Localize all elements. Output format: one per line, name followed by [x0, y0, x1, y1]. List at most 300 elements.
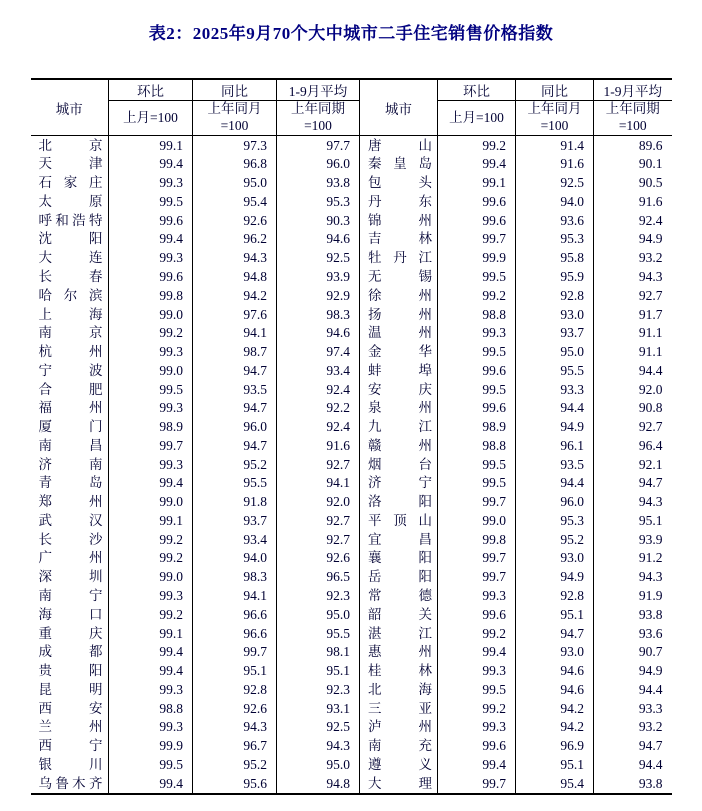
- avg-value-cell: 90.8: [638, 400, 663, 416]
- city-cell: [31, 230, 109, 249]
- header-mom-base-right: 上月=100: [438, 101, 516, 136]
- yoy-value-cell: 96.9: [516, 737, 594, 756]
- mom-value-cell: 99.1: [109, 624, 193, 643]
- yoy-value-cell: 94.2: [516, 718, 594, 737]
- city-name: 天津: [38, 156, 103, 172]
- table-row: [31, 417, 672, 436]
- table-row: [31, 661, 672, 680]
- yoy-value-cell: 93.6: [516, 211, 594, 230]
- avg-value-cell: 91.6: [638, 193, 663, 209]
- avg-value-cell: 92.1: [638, 456, 663, 472]
- table-row: [31, 699, 672, 718]
- avg-value-cell: 93.2: [638, 719, 663, 735]
- avg-value-cell: 92.0: [638, 381, 663, 397]
- table-row: [31, 530, 672, 549]
- yoy-value-cell: 93.0: [516, 643, 594, 662]
- mom-value-cell: 99.3: [109, 680, 193, 699]
- mom-value-cell: 99.6: [438, 192, 516, 211]
- avg-value-cell: 94.3: [638, 494, 663, 510]
- city-cell: [31, 643, 109, 662]
- header-mom-right: 环比: [438, 79, 516, 101]
- yoy-value-cell: 95.9: [516, 267, 594, 286]
- city-name: 济南: [38, 456, 103, 472]
- avg-value-cell: 94.3: [638, 268, 663, 284]
- header-city-left: 城市: [31, 79, 109, 136]
- mom-value-cell: 99.8: [438, 530, 516, 549]
- mom-value-cell: 99.1: [438, 174, 516, 193]
- city-cell: [31, 474, 109, 493]
- city-name: 丹东: [368, 193, 432, 209]
- avg-value-cell: 92.4: [277, 380, 360, 399]
- city-cell: [31, 436, 109, 455]
- yoy-value-cell: 93.7: [516, 324, 594, 343]
- city-cell: [360, 474, 438, 493]
- header-city-right: 城市: [360, 79, 438, 136]
- avg-value-cell: 94.8: [277, 774, 360, 794]
- mom-value-cell: 99.2: [438, 286, 516, 305]
- city-cell: [31, 455, 109, 474]
- city-cell: [31, 661, 109, 680]
- mom-value-cell: 99.2: [109, 324, 193, 343]
- header-mom-base-left: 上月=100: [109, 101, 193, 136]
- avg-value-cell: 89.6: [638, 137, 663, 153]
- yoy-value-cell: 92.6: [193, 211, 277, 230]
- table-row: [31, 624, 672, 643]
- city-name: 桂林: [368, 663, 432, 679]
- city-cell: [360, 174, 438, 193]
- city-name: 常德: [368, 588, 432, 603]
- table-row: [31, 680, 672, 699]
- table-row: [31, 605, 672, 624]
- yoy-value-cell: 93.5: [193, 380, 277, 399]
- base-line2: =100: [304, 118, 332, 133]
- city-name: 乌鲁木齐: [38, 775, 103, 791]
- city-name: 烟台: [368, 456, 432, 472]
- city-cell: [31, 417, 109, 436]
- city-name: 哈尔滨: [38, 287, 103, 303]
- mom-value-cell: 99.3: [109, 586, 193, 605]
- city-cell: [360, 436, 438, 455]
- yoy-value-cell: 93.7: [193, 511, 277, 530]
- base-line2: =100: [540, 118, 569, 133]
- city-name: 泸州: [368, 719, 432, 735]
- mom-value-cell: 98.8: [438, 305, 516, 324]
- mom-value-cell: 99.1: [109, 511, 193, 530]
- table-row: [31, 211, 672, 230]
- table-row: [31, 192, 672, 211]
- yoy-value-cell: 92.6: [193, 699, 277, 718]
- city-name: 韶关: [368, 606, 432, 622]
- avg-value-cell: 93.8: [638, 775, 663, 791]
- avg-value-cell: 93.9: [277, 267, 360, 286]
- table-row: [31, 474, 672, 493]
- city-cell: [360, 643, 438, 662]
- city-cell: [360, 661, 438, 680]
- city-cell: [31, 155, 109, 174]
- header-yoy-base-left: [193, 101, 277, 136]
- mom-value-cell: 99.2: [438, 624, 516, 643]
- yoy-value-cell: 94.2: [193, 286, 277, 305]
- city-cell: [31, 399, 109, 418]
- yoy-value-cell: 98.7: [193, 342, 277, 361]
- city-cell: [31, 211, 109, 230]
- avg-value-cell: 98.3: [277, 305, 360, 324]
- city-name: 杭州: [38, 344, 103, 360]
- mom-value-cell: 99.4: [438, 155, 516, 174]
- mom-value-cell: 99.6: [438, 211, 516, 230]
- mom-value-cell: 99.8: [109, 286, 193, 305]
- city-name: 襄阳: [368, 550, 432, 566]
- table-row: [31, 249, 672, 268]
- city-name: 洛阳: [368, 494, 432, 510]
- mom-value-cell: 99.5: [438, 680, 516, 699]
- city-name: 呼和浩特: [38, 212, 103, 228]
- yoy-value-cell: 92.8: [516, 586, 594, 605]
- yoy-value-cell: 96.6: [193, 624, 277, 643]
- mom-value-cell: 99.4: [109, 774, 193, 794]
- yoy-value-cell: 98.3: [193, 568, 277, 587]
- mom-value-cell: 99.4: [438, 755, 516, 774]
- city-cell: [360, 286, 438, 305]
- avg-value-cell: 96.0: [277, 155, 360, 174]
- city-name: 牡丹江: [368, 250, 432, 266]
- city-name: 九江: [368, 419, 432, 435]
- avg-value-cell: 93.8: [277, 174, 360, 193]
- city-cell: [31, 493, 109, 512]
- city-name: 济宁: [368, 475, 432, 491]
- city-cell: [31, 511, 109, 530]
- table-row: [31, 436, 672, 455]
- city-name: 无锡: [368, 268, 432, 284]
- mom-value-cell: 99.6: [438, 605, 516, 624]
- city-name: 厦门: [38, 419, 103, 435]
- mom-value-cell: 99.5: [109, 380, 193, 399]
- avg-value-cell: 92.5: [277, 249, 360, 268]
- city-name: 青岛: [38, 475, 103, 491]
- city-name: 宜昌: [368, 531, 432, 547]
- avg-value-cell: 94.7: [638, 475, 663, 491]
- yoy-value-cell: 97.6: [193, 305, 277, 324]
- avg-value-cell: 91.2: [638, 550, 663, 566]
- table-row: [31, 361, 672, 380]
- avg-value-cell: 93.4: [277, 361, 360, 380]
- yoy-value-cell: 96.2: [193, 230, 277, 249]
- yoy-value-cell: 96.0: [516, 493, 594, 512]
- mom-value-cell: 99.1: [109, 136, 193, 155]
- avg-value-cell: 92.2: [277, 399, 360, 418]
- city-cell: [31, 624, 109, 643]
- table-row: [31, 586, 672, 605]
- city-cell: [360, 305, 438, 324]
- city-name: 温州: [368, 325, 432, 341]
- city-name: 大理: [368, 775, 432, 791]
- avg-base-line1: 上年同期: [605, 101, 660, 117]
- city-cell: [31, 568, 109, 587]
- avg-value-cell: 92.0: [277, 493, 360, 512]
- mom-value-cell: 99.4: [109, 155, 193, 174]
- table-body: [31, 136, 672, 794]
- base-line2: =100: [618, 118, 647, 133]
- city-cell: [31, 267, 109, 286]
- yoy-value-cell: 95.5: [193, 474, 277, 493]
- avg-value-cell: 91.1: [638, 325, 663, 341]
- table-row: [31, 324, 672, 343]
- table-row: [31, 718, 672, 737]
- avg-value-cell: 92.3: [277, 586, 360, 605]
- avg-value-cell: 91.6: [277, 436, 360, 455]
- mom-value-cell: 99.5: [438, 455, 516, 474]
- mom-value-cell: 99.7: [109, 436, 193, 455]
- city-cell: [31, 324, 109, 343]
- city-name: 太原: [38, 193, 103, 209]
- table-row: [31, 155, 672, 174]
- base-line2: =100: [220, 118, 249, 133]
- mom-value-cell: 99.6: [109, 267, 193, 286]
- yoy-value-cell: 96.6: [193, 605, 277, 624]
- city-cell: [360, 699, 438, 718]
- yoy-value-cell: 95.0: [516, 342, 594, 361]
- mom-value-cell: 99.9: [438, 249, 516, 268]
- table-row: [31, 568, 672, 587]
- table-row: [31, 774, 672, 794]
- mom-value-cell: 99.7: [438, 493, 516, 512]
- avg-base-line1: 上年同期: [291, 101, 345, 117]
- city-cell: [360, 267, 438, 286]
- yoy-value-cell: 95.2: [516, 530, 594, 549]
- city-name: 金华: [368, 344, 432, 360]
- mom-value-cell: 99.2: [109, 605, 193, 624]
- avg-value-cell: 90.1: [638, 156, 663, 172]
- avg-value-cell: 93.1: [277, 699, 360, 718]
- mom-value-cell: 99.5: [109, 192, 193, 211]
- yoy-value-cell: 95.1: [193, 661, 277, 680]
- city-name: 南昌: [38, 437, 103, 453]
- avg-value-cell: 94.9: [638, 231, 663, 247]
- header-avg-left: 1-9月平均: [277, 79, 360, 101]
- yoy-value-cell: 93.4: [193, 530, 277, 549]
- header-yoy-right: 同比: [516, 79, 594, 101]
- city-name: 泉州: [368, 400, 432, 416]
- header-row-top: [31, 79, 672, 101]
- yoy-value-cell: 94.0: [193, 549, 277, 568]
- table-row: [31, 549, 672, 568]
- avg-value-cell: 90.5: [638, 175, 663, 191]
- yoy-base-line1: 上年同月: [527, 101, 582, 117]
- yoy-value-cell: 93.5: [516, 455, 594, 474]
- city-cell: [360, 586, 438, 605]
- header-yoy-base-right: [516, 101, 594, 136]
- city-name: 西安: [38, 700, 103, 716]
- avg-value-cell: 94.1: [277, 474, 360, 493]
- city-cell: [360, 324, 438, 343]
- mom-value-cell: 99.3: [438, 661, 516, 680]
- avg-value-cell: 95.0: [277, 755, 360, 774]
- city-cell: [31, 530, 109, 549]
- header-row-base: [31, 101, 672, 136]
- table-row: [31, 511, 672, 530]
- yoy-value-cell: 96.0: [193, 417, 277, 436]
- mom-value-cell: 99.7: [438, 230, 516, 249]
- mom-value-cell: 99.4: [109, 230, 193, 249]
- mom-value-cell: 99.4: [109, 661, 193, 680]
- avg-value-cell: 92.6: [277, 549, 360, 568]
- table-row: [31, 267, 672, 286]
- city-cell: [31, 699, 109, 718]
- avg-value-cell: 94.4: [638, 756, 663, 772]
- avg-value-cell: 93.9: [638, 531, 663, 547]
- city-name: 郑州: [38, 494, 103, 510]
- avg-value-cell: 90.7: [638, 644, 663, 660]
- yoy-value-cell: 92.5: [516, 174, 594, 193]
- table-row: [31, 455, 672, 474]
- city-cell: [360, 568, 438, 587]
- yoy-value-cell: 95.2: [193, 455, 277, 474]
- table-row: [31, 380, 672, 399]
- avg-value-cell: 93.6: [638, 625, 663, 641]
- yoy-value-cell: 96.7: [193, 737, 277, 756]
- city-cell: [360, 455, 438, 474]
- mom-value-cell: 99.5: [438, 342, 516, 361]
- mom-value-cell: 99.5: [109, 755, 193, 774]
- yoy-value-cell: 95.8: [516, 249, 594, 268]
- city-cell: [360, 605, 438, 624]
- city-cell: [31, 718, 109, 737]
- city-cell: [360, 511, 438, 530]
- mom-value-cell: 99.3: [109, 399, 193, 418]
- mom-value-cell: 99.4: [109, 643, 193, 662]
- mom-value-cell: 99.0: [109, 568, 193, 587]
- city-cell: [360, 737, 438, 756]
- yoy-value-cell: 91.8: [193, 493, 277, 512]
- city-name: 唐山: [368, 137, 432, 153]
- table-row: [31, 174, 672, 193]
- header-avg-right: 1-9月平均: [594, 79, 672, 101]
- yoy-value-cell: 95.2: [193, 755, 277, 774]
- yoy-value-cell: 94.1: [193, 324, 277, 343]
- yoy-value-cell: 94.7: [193, 361, 277, 380]
- city-cell: [31, 586, 109, 605]
- city-cell: [360, 718, 438, 737]
- city-name: 大连: [38, 250, 103, 266]
- yoy-value-cell: 94.9: [516, 568, 594, 587]
- avg-value-cell: 91.1: [638, 344, 663, 360]
- mom-value-cell: 99.0: [109, 493, 193, 512]
- yoy-value-cell: 93.0: [516, 305, 594, 324]
- avg-value-cell: 94.3: [277, 737, 360, 756]
- mom-value-cell: 99.6: [109, 211, 193, 230]
- avg-value-cell: 97.4: [277, 342, 360, 361]
- city-cell: [360, 380, 438, 399]
- yoy-value-cell: 94.7: [193, 399, 277, 418]
- city-cell: [360, 680, 438, 699]
- avg-value-cell: 92.7: [638, 287, 663, 303]
- mom-value-cell: 99.4: [438, 643, 516, 662]
- mom-value-cell: 99.3: [109, 174, 193, 193]
- yoy-value-cell: 95.1: [516, 755, 594, 774]
- avg-value-cell: 97.7: [277, 136, 360, 155]
- yoy-value-cell: 92.8: [193, 680, 277, 699]
- city-name: 遵义: [368, 756, 432, 772]
- avg-value-cell: 94.6: [277, 230, 360, 249]
- city-cell: [360, 549, 438, 568]
- mom-value-cell: 99.4: [109, 474, 193, 493]
- city-name: 扬州: [368, 306, 432, 322]
- city-cell: [31, 192, 109, 211]
- avg-value-cell: 93.8: [638, 606, 663, 622]
- table-row: [31, 286, 672, 305]
- city-name: 北海: [368, 681, 432, 697]
- city-name: 平顶山: [368, 512, 432, 528]
- avg-value-cell: 92.7: [638, 419, 663, 435]
- city-cell: [360, 417, 438, 436]
- header-mom-left: 环比: [109, 79, 193, 101]
- avg-value-cell: 94.7: [638, 738, 663, 754]
- yoy-value-cell: 94.0: [516, 192, 594, 211]
- city-name: 银川: [38, 756, 103, 772]
- yoy-value-cell: 95.0: [193, 174, 277, 193]
- mom-value-cell: 99.6: [438, 737, 516, 756]
- city-name: 长春: [38, 268, 103, 284]
- avg-value-cell: 95.1: [638, 512, 663, 528]
- mom-value-cell: 99.5: [438, 474, 516, 493]
- city-cell: [31, 737, 109, 756]
- city-name: 南充: [368, 738, 432, 754]
- avg-value-cell: 92.7: [277, 511, 360, 530]
- yoy-value-cell: 94.7: [516, 624, 594, 643]
- city-cell: [31, 549, 109, 568]
- mom-value-cell: 99.3: [109, 249, 193, 268]
- yoy-value-cell: 94.6: [516, 661, 594, 680]
- city-cell: [31, 174, 109, 193]
- avg-value-cell: 92.3: [277, 680, 360, 699]
- mom-value-cell: 98.8: [438, 436, 516, 455]
- avg-value-cell: 92.7: [277, 455, 360, 474]
- yoy-value-cell: 94.7: [193, 436, 277, 455]
- mom-value-cell: 98.8: [109, 699, 193, 718]
- yoy-value-cell: 94.3: [193, 249, 277, 268]
- city-name: 南宁: [38, 588, 103, 603]
- city-name: 三亚: [368, 700, 432, 716]
- city-cell: [360, 624, 438, 643]
- city-name: 广州: [38, 550, 103, 566]
- yoy-value-cell: 93.3: [516, 380, 594, 399]
- city-cell: [360, 249, 438, 268]
- city-name: 徐州: [368, 287, 432, 303]
- yoy-value-cell: 94.6: [516, 680, 594, 699]
- yoy-value-cell: 95.3: [516, 511, 594, 530]
- yoy-value-cell: 94.8: [193, 267, 277, 286]
- avg-value-cell: 95.0: [277, 605, 360, 624]
- table-row: [31, 737, 672, 756]
- city-cell: [360, 230, 438, 249]
- mom-value-cell: 99.2: [438, 699, 516, 718]
- yoy-value-cell: 95.3: [516, 230, 594, 249]
- table-row: [31, 305, 672, 324]
- yoy-value-cell: 94.3: [193, 718, 277, 737]
- yoy-value-cell: 95.4: [193, 192, 277, 211]
- city-name: 沈阳: [38, 231, 103, 247]
- avg-value-cell: 91.7: [638, 306, 663, 322]
- table-row: [31, 136, 672, 155]
- city-cell: [360, 755, 438, 774]
- city-cell: [360, 530, 438, 549]
- mom-value-cell: 99.0: [109, 361, 193, 380]
- city-name: 吉林: [368, 231, 432, 247]
- mom-value-cell: 99.0: [109, 305, 193, 324]
- yoy-value-cell: 96.1: [516, 436, 594, 455]
- mom-value-cell: 99.2: [109, 549, 193, 568]
- yoy-value-cell: 91.4: [516, 136, 594, 155]
